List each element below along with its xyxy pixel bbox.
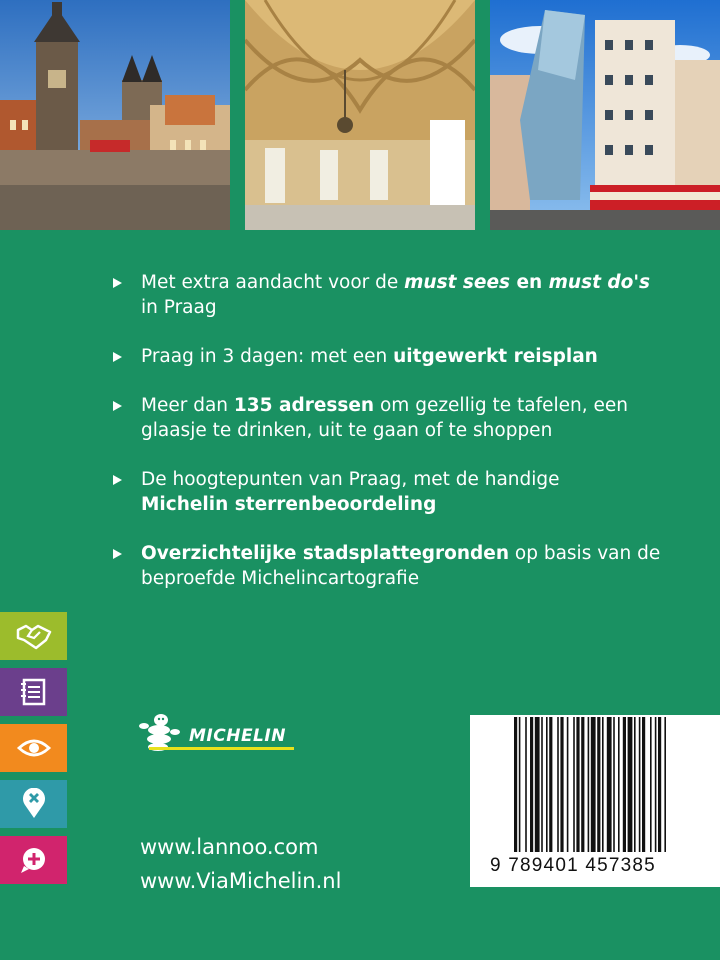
feature-item: Meer dan 135 adressen om gezellig te tafelen, een glaasje te drinken, uit te gaan of te shoppen <box>113 393 673 443</box>
barcode-bar <box>535 717 540 852</box>
michelin-logo <box>137 712 322 754</box>
barcode <box>470 715 720 887</box>
brand-underline <box>149 747 294 750</box>
barcode-bar <box>642 717 645 852</box>
isbn-number: 9 789401 457385 <box>490 855 656 876</box>
barcode-bar <box>588 717 590 852</box>
barcode-bar <box>655 717 657 852</box>
barcode-bar <box>549 717 552 852</box>
barcode-bar <box>591 717 596 852</box>
barcode-bar <box>576 717 579 852</box>
barcode-bar <box>658 717 661 852</box>
barcode-bar <box>519 717 521 852</box>
barcode-bar <box>623 717 626 852</box>
barcode-bar <box>597 717 600 852</box>
tab-eye <box>0 724 67 772</box>
barcode-bar <box>628 717 633 852</box>
tab-speech-plus <box>0 836 67 884</box>
arrow-icon <box>113 278 122 288</box>
tab-notebook <box>0 668 67 716</box>
arrow-icon <box>113 549 122 559</box>
photo-old-town-square <box>0 0 230 230</box>
feature-item: De hoogtepunten van Praag, met de handige Michelin sterrenbeoordeling <box>113 467 673 517</box>
barcode-bar <box>541 717 543 852</box>
barcode-bar <box>560 717 563 852</box>
barcode-bar <box>602 717 604 852</box>
feature-list <box>113 270 673 615</box>
link-viamichelin[interactable]: www.ViaMichelin.nl <box>140 869 342 893</box>
barcode-bars <box>510 717 710 857</box>
feature-item: Met extra aandacht voor de must sees en must do's in Praag <box>113 270 673 320</box>
feature-item: Praag in 3 dagen: met een uitgewerkt reisplan <box>113 344 673 369</box>
barcode-bar <box>664 717 666 852</box>
barcode-bar <box>567 717 569 852</box>
speech-plus-icon <box>16 844 52 876</box>
barcode-bar <box>530 717 533 852</box>
barcode-bar <box>618 717 620 852</box>
map-pin-icon <box>16 788 52 820</box>
barcode-bar <box>650 717 652 852</box>
brand-wordmark: MICHELIN <box>189 726 286 746</box>
handshake-icon <box>16 620 52 652</box>
barcode-bar <box>581 717 584 852</box>
arrow-icon <box>113 401 122 411</box>
feature-item: Overzichtelijke stadsplattegronden op basis van de beproefde Michelincartografie <box>113 541 673 591</box>
barcode-bar <box>639 717 641 852</box>
publisher-links <box>140 830 341 898</box>
arrow-icon <box>113 475 122 485</box>
barcode-bar <box>525 717 527 852</box>
notebook-icon <box>16 676 52 708</box>
photo-dancing-house <box>490 0 720 230</box>
tab-map-pin <box>0 780 67 828</box>
barcode-bar <box>634 717 636 852</box>
barcode-bar <box>573 717 575 852</box>
link-lannoo[interactable]: www.lannoo.com <box>140 835 319 859</box>
barcode-bar <box>514 717 517 852</box>
barcode-bar <box>557 717 559 852</box>
barcode-bar <box>546 717 548 852</box>
eye-icon <box>16 732 52 764</box>
tab-handshake <box>0 612 67 660</box>
barcode-bar <box>607 717 612 852</box>
arrow-icon <box>113 352 122 362</box>
barcode-bar <box>613 717 615 852</box>
photo-vaulted-hall <box>245 0 475 230</box>
